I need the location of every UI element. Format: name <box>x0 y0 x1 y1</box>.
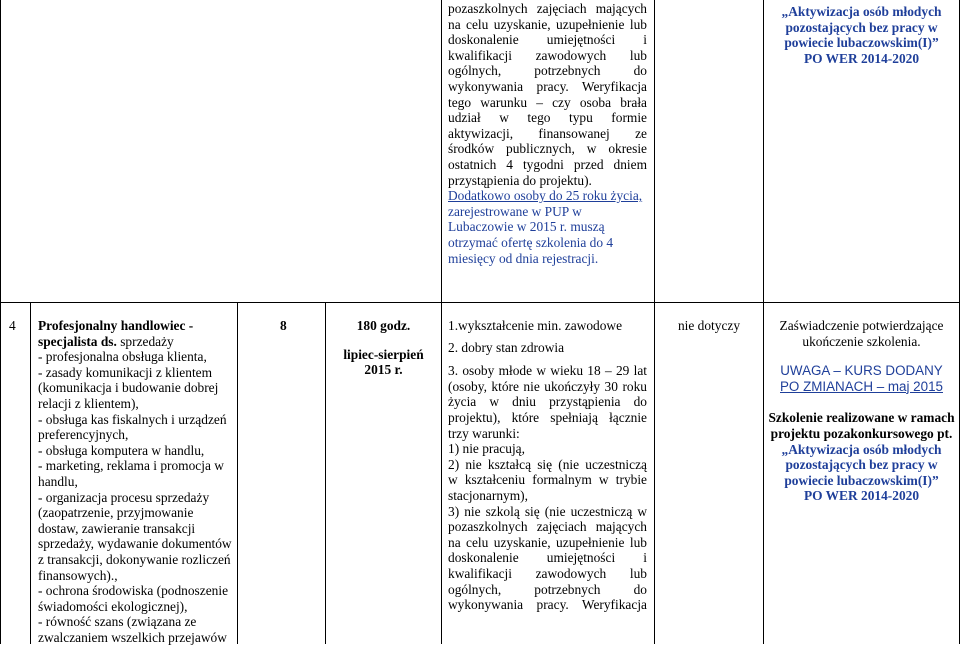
certificate-cell <box>764 318 959 504</box>
program-line: - ochrona środowiska (podnoszenie <box>38 583 229 599</box>
course-title-tail: sprzedaży <box>120 333 174 349</box>
program-line: (komunikacja i budowanie dobrej <box>38 380 219 396</box>
requirement-line: kwalifikacji zawodowych lub <box>448 565 647 581</box>
requirement-line: w kształceniu formalnym w trybie <box>448 472 647 488</box>
requirement-line: życia w dniu przystąpienia do <box>448 394 647 410</box>
requirement-line: na celu uzyskanie, uzupełnienie lub <box>448 534 647 550</box>
program-line: świadomości ekologicznej), <box>38 598 188 614</box>
project-line: powiecie lubaczowskim(I)” <box>784 35 939 51</box>
project-line: pozostających bez pracy w <box>785 457 938 473</box>
extra-conditions: nie dotyczy <box>677 318 741 333</box>
project-line: PO WER 2014-2020 <box>803 488 920 504</box>
hours-value: 180 godz. <box>356 318 411 333</box>
requirements-line: doskonalenie umiejętności i <box>448 32 647 48</box>
column-rule <box>30 302 31 644</box>
requirements-cell-continued <box>448 1 647 266</box>
age-condition-line: miesięcy od dnia rejestracji. <box>448 250 599 266</box>
program-line: zwalczaniem wszelkich przejawów <box>38 629 227 645</box>
requirements-line: ostatnich 4 tygodni przed dniem <box>448 156 647 172</box>
age-condition-line: zarejestrowane w PUP w <box>448 203 582 219</box>
requirement-line: trzy warunki: <box>448 425 520 441</box>
project-line: powiecie lubaczowskim(I)” <box>784 472 939 488</box>
project-line: projektu pozakonkursowego pt. <box>770 425 953 441</box>
requirement-line: projektu), które spełniają łącznie <box>448 409 647 425</box>
course-title: specjalista ds. <box>38 333 121 349</box>
project-line: „Aktywizacja osób młodych <box>781 4 942 19</box>
requirements-line: pozaszkolnych zajęciach mających <box>448 1 647 16</box>
requirements-line: przystąpienia do projektu). <box>448 172 592 188</box>
project-line: Szkolenie realizowane w ramach <box>768 410 955 426</box>
added-course-notice: PO ZMIANACH – maj 2015 <box>780 378 943 394</box>
period-value: 2015 r. <box>364 362 403 378</box>
program-line: - obsługa komputera w handlu, <box>38 442 205 458</box>
row-number: 4 <box>9 318 16 333</box>
program-line: z transakcji, dokonywanie rozliczeń <box>38 551 231 567</box>
requirement-line: 1) nie pracują, <box>448 441 525 457</box>
project-line: pozostających bez pracy w <box>785 19 938 35</box>
program-line: sprzedaży, wydawanie dokumentów <box>38 536 232 552</box>
requirements-line: aktywizacji, finansowanej ze <box>448 125 647 141</box>
education-requirement: 1.wykształcenie min. zawodowe <box>448 318 623 333</box>
age-condition-line: otrzymać ofertę szkolenia do 4 <box>448 234 614 250</box>
program-line: dostaw, zawieranie transakcji <box>38 520 196 536</box>
program-line: - organizacja procesu sprzedaży <box>38 489 210 505</box>
requirements-line: na celu uzyskanie, uzupełnienie lub <box>448 16 647 32</box>
course-cell <box>38 318 234 645</box>
requirement-line: 3) nie szkolą się (nie uczestniczą w <box>448 503 647 519</box>
requirement-line: (osoby, które nie ukończyły 30 roku <box>448 378 647 394</box>
requirements-line: ogólnych, potrzebnych do <box>448 63 647 79</box>
certificate-line: ukończenie szkolenia. <box>802 333 921 349</box>
requirement-line: 2) nie kształcą się (nie uczestniczą <box>448 456 647 472</box>
duration-cell <box>326 318 441 378</box>
health-requirement: 2. dobry stan zdrowia <box>448 339 565 355</box>
requirements-line: wykonywania pracy. Weryfikacja <box>448 78 647 94</box>
requirement-line: wykonywania pracy. Weryfikacja <box>448 597 647 613</box>
row-rule <box>0 302 960 303</box>
age-condition-line: Dodatkowo osoby do 25 roku życia, <box>448 188 643 204</box>
project-line: „Aktywizacja osób młodych <box>781 441 942 457</box>
program-line: - profesjonalna obsługa klienta, <box>38 349 207 365</box>
program-line: - marketing, reklama i promocja w <box>38 458 224 474</box>
program-line: relacji z klientem), <box>38 395 139 411</box>
added-course-notice: UWAGA – KURS DODANY <box>780 363 943 379</box>
project-line: PO WER 2014-2020 <box>803 50 920 66</box>
program-line: (zaopatrzenie, przyjmowanie <box>38 505 194 521</box>
column-rule <box>441 0 442 644</box>
requirements-cell <box>448 318 647 613</box>
participants-count: 8 <box>280 318 287 333</box>
column-rule <box>0 0 1 644</box>
requirements-line: tego warunku – czy osoba brała <box>448 94 647 110</box>
project-name-top <box>764 4 959 66</box>
requirement-line: pozaszkolnych zajęciach mających <box>448 519 647 535</box>
program-line: handlu, <box>38 473 78 489</box>
program-line: - obsługa kas fiskalnych i urządzeń <box>38 411 227 427</box>
requirement-line: doskonalenie umiejętności i <box>448 550 647 566</box>
requirements-line: środków publicznych, w okresie <box>448 141 647 157</box>
program-line: finansowych)., <box>38 567 118 583</box>
program-line: - równość szans (związana ze <box>38 614 197 630</box>
column-rule <box>237 302 238 644</box>
program-line: - zasady komunikacji z klientem <box>38 364 213 380</box>
age-condition-line: Lubaczowie w 2015 r. muszą <box>448 219 605 235</box>
program-line: preferencyjnych, <box>38 427 129 443</box>
requirement-line: 3. osoby młode w wieku 18 – 29 lat <box>448 363 647 379</box>
certificate-line: Zaświadczenie potwierdzające <box>779 318 944 333</box>
requirements-line: udział w tego typu formie <box>448 110 647 126</box>
requirements-line: kwalifikacji zawodowych lub <box>448 47 647 63</box>
requirement-line: ogólnych, potrzebnych do <box>448 581 647 597</box>
period-value: lipiec-sierpień <box>343 346 424 362</box>
course-title: Profesjonalny handlowiec - <box>38 318 194 333</box>
requirement-line: stacjonarnym), <box>448 487 528 503</box>
